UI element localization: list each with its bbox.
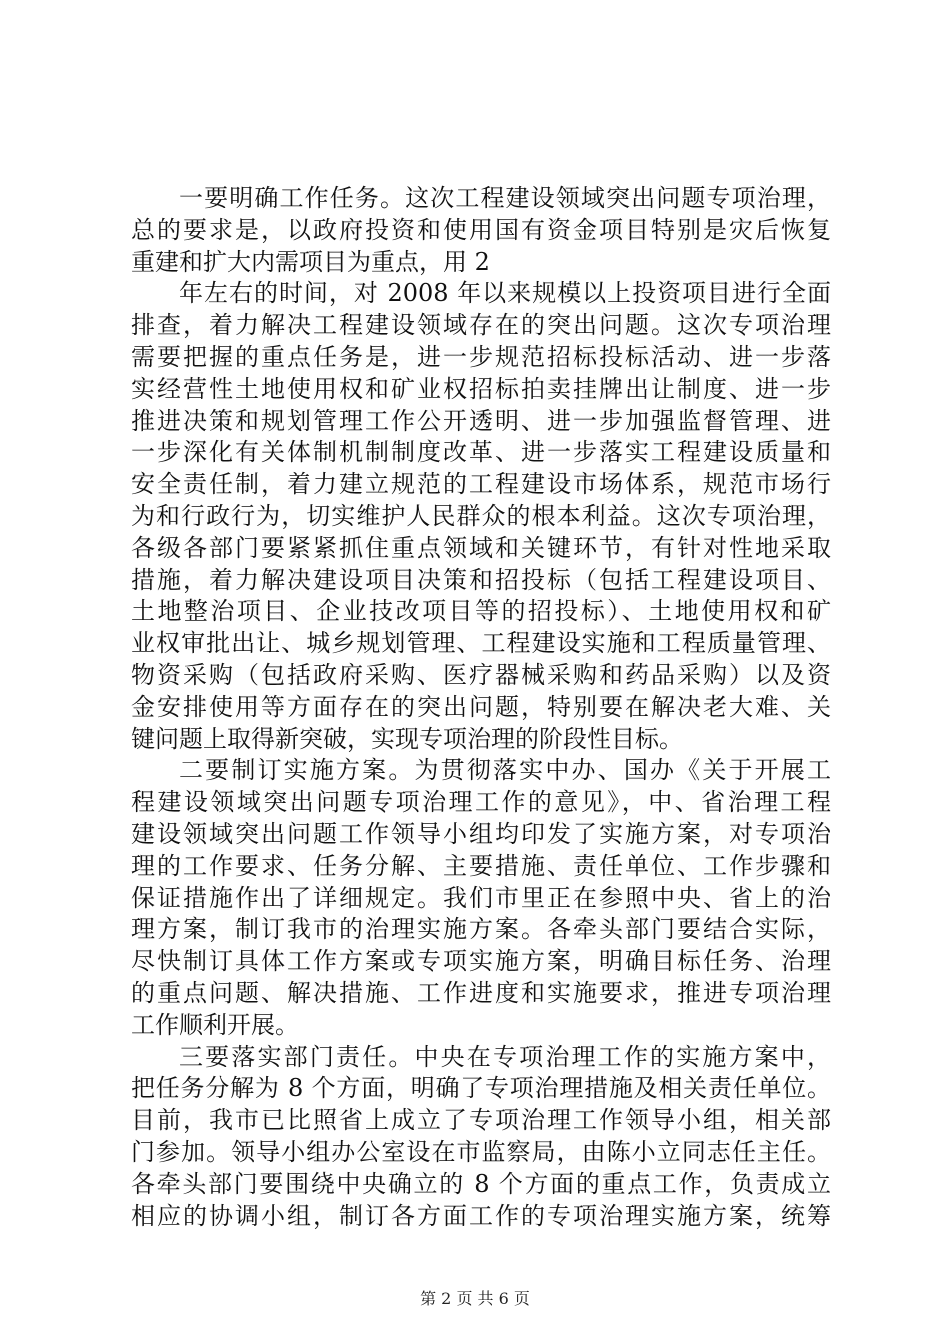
text-line-26: 的重点问题、解决措施、工作进度和实施要求，推进专项治理	[131, 979, 831, 1007]
text-line-12: 各级各部门要紧紧抓住重点领域和关键环节，有针对性地采取	[131, 534, 831, 562]
text-line-17: 金安排使用等方面存在的突出问题，特别要在解决老大难、关	[131, 693, 831, 721]
text-line-15: 业权审批出让、城乡规划管理、工程建设实施和工程质量管理、	[131, 629, 831, 657]
text-line-13: 措施，着力解决建设项目决策和招投标（包括工程建设项目、	[131, 566, 831, 594]
text-line-11: 为和行政行为，切实维护人民群众的根本利益。这次专项治理，	[131, 502, 831, 530]
text-line-30: 目前，我市已比照省上成立了专项治理工作领导小组，相关部	[131, 1106, 831, 1134]
text-line-31: 门参加。领导小组办公室设在市监察局，由陈小立同志任主任。	[131, 1138, 831, 1166]
text-line-33: 相应的协调小组，制订各方面工作的专项治理实施方案，统筹	[131, 1202, 831, 1230]
text-line-9: 一步深化有关体制机制制度改革、进一步落实工程建设质量和	[131, 438, 831, 466]
text-line-27: 工作顺利开展。	[131, 1011, 299, 1039]
page-footer: 第 2 页 共 6 页	[420, 1289, 530, 1308]
text-line-14: 土地整治项目、企业技改项目等的招投标）、土地使用权和矿	[131, 597, 831, 625]
text-line-32: 各牵头部门要围绕中央确立的 8 个方面的重点工作，负责成立	[131, 1170, 831, 1198]
text-line-25: 尽快制订具体工作方案或专项实施方案，明确目标任务、治理	[131, 947, 831, 975]
text-line-16: 物资采购（包括政府采购、医疗器械采购和药品采购）以及资	[131, 661, 831, 689]
text-line-4: 年左右的时间，对 2008 年以来规模以上投资项目进行全面	[179, 279, 831, 307]
text-line-21: 建设领域突出问题工作领导小组均印发了实施方案，对专项治	[131, 820, 831, 848]
text-line-2: 总的要求是，以政府投资和使用国有资金项目特别是灾后恢复	[131, 216, 831, 244]
text-line-20: 程建设领域突出问题专项治理工作的意见》，中、省治理工程	[131, 788, 831, 816]
text-line-8: 推进决策和规划管理工作公开透明、进一步加强监督管理、进	[131, 407, 831, 435]
text-line-6: 需要把握的重点任务是，进一步规范招标投标活动、进一步落	[131, 343, 831, 371]
text-line-18: 键问题上取得新突破，实现专项治理的阶段性目标。	[131, 725, 683, 753]
text-line-1: 一要明确工作任务。这次工程建设领域突出问题专项治理，	[179, 184, 831, 212]
text-line-7: 实经营性土地使用权和矿业权招标拍卖挂牌出让制度、进一步	[131, 375, 831, 403]
text-line-28: 三要落实部门责任。中央在专项治理工作的实施方案中，	[179, 1043, 831, 1071]
text-line-24: 理方案，制订我市的治理实施方案。各牵头部门要结合实际，	[131, 915, 831, 943]
text-line-23: 保证措施作出了详细规定。我们市里正在参照中央、省上的治	[131, 884, 831, 912]
text-line-29: 把任务分解为 8 个方面，明确了专项治理措施及相关责任单位。	[131, 1074, 831, 1102]
text-line-10: 安全责任制，着力建立规范的工程建设市场体系，规范市场行	[131, 470, 831, 498]
text-line-5: 排查，着力解决工程建设领域存在的突出问题。这次专项治理	[131, 311, 831, 339]
text-line-19: 二要制订实施方案。为贯彻落实中办、国办《关于开展工	[179, 756, 831, 784]
text-line-22: 理的工作要求、任务分解、主要措施、责任单位、工作步骤和	[131, 852, 831, 880]
text-line-3: 重建和扩大内需项目为重点，用 2	[131, 248, 490, 276]
